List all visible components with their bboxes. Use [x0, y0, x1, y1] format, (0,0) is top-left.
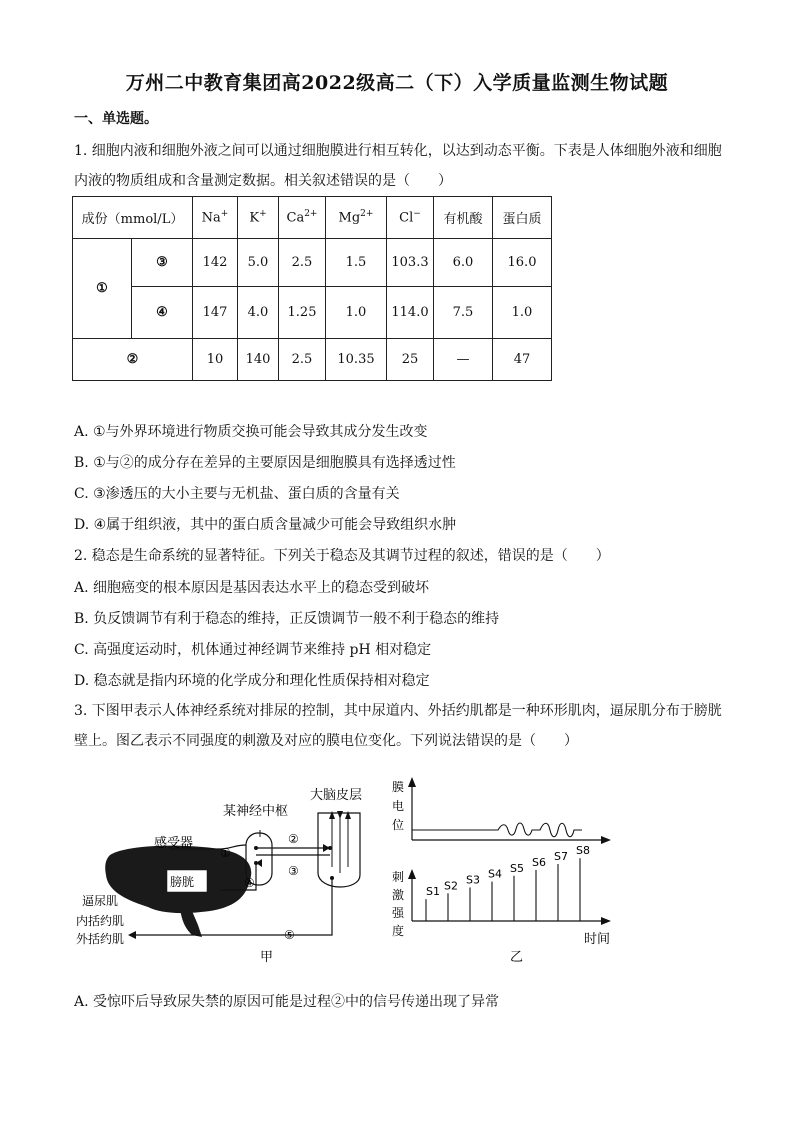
receptor-label: 感受器 [154, 836, 194, 851]
table-cell: 16.0 [493, 239, 552, 287]
stimulus-bar-label: S4 [488, 867, 502, 881]
potential-label-1: 膜 [392, 780, 405, 794]
table-cell: 103.3 [387, 239, 434, 287]
table-cell: 10.35 [326, 339, 387, 381]
row-label: ③ [132, 239, 193, 287]
col-header: $Mg^{2+}$ [326, 197, 387, 239]
cortex-label: 大脑皮层 [310, 788, 363, 803]
table-cell: 1.0 [326, 287, 387, 339]
col-header: Cl− [387, 197, 434, 239]
table-cell: 25 [387, 339, 434, 381]
page-title: 万州二中教育集团高2022级高二（下）入学质量监测生物试题 [125, 72, 669, 94]
stimulus-bar-label: S7 [554, 850, 568, 864]
table-cell: 1.5 [326, 239, 387, 287]
path-3-number: ③ [288, 864, 299, 878]
q3-figure [70, 775, 630, 970]
table-cell: — [434, 339, 493, 381]
q2-option-d: D. 稳态就是指内环境的化学成分和理化性质保持相对稳定 [74, 673, 430, 689]
detrusor-label: 逼尿肌 [82, 894, 119, 908]
path-1-number: ① [220, 846, 231, 860]
figure-jia [76, 787, 362, 965]
q1-option-d: D. ④属于组织液，其中的蛋白质含量减少可能会导致组织水肿 [74, 517, 457, 533]
time-axis-label: 时间 [584, 932, 611, 947]
center-label: 某神经中枢 [223, 804, 289, 819]
q1-option-b: B. ①与②的成分存在差异的主要原因是细胞膜具有选择透过性 [74, 455, 456, 471]
row-label: ② [73, 339, 193, 381]
bladder-label: 膀胱 [170, 875, 195, 889]
stimulus-bar-label: S1 [426, 885, 440, 899]
stimulus-label-4: 度 [392, 924, 405, 938]
col-header: $Ca^{2+}$ [279, 197, 326, 239]
row-label: ④ [132, 287, 193, 339]
stimulus-bars [426, 844, 590, 921]
table-header-label: 成份（mmol/L） [73, 197, 193, 239]
figure-yi-caption: 乙 [510, 950, 524, 965]
stimulus-label-2: 激 [392, 888, 405, 902]
table-cell: 4.0 [238, 287, 279, 339]
table-cell: 147 [193, 287, 238, 339]
q1-option-a: A. ①与外界环境进行物质交换可能会导致其成分发生改变 [74, 424, 428, 440]
table-row [73, 287, 552, 339]
table-header-row [73, 197, 552, 239]
stimulus-bar-label: S6 [532, 855, 546, 869]
stimulus-bar-label: S2 [444, 879, 458, 893]
q3-stem: 3. 下图甲表示人体神经系统对排尿的控制，其中尿道内、外括约肌都是一种环形肌肉，逼尿肌分布于膀胱壁上。图乙表示不同强度的刺激及对应的膜电位变化。下列说法错误的是（ ） [74, 703, 722, 749]
q2-option-c: C. 高强度运动时，机体通过神经调节来维持 pH 相对稳定 [74, 642, 432, 658]
stimulus-bar-label: S5 [510, 861, 524, 875]
internal-sphincter-label: 内括约肌 [76, 914, 125, 928]
q2-option-a: A. 细胞癌变的根本原因是基因表达水平上的稳态受到破坏 [74, 580, 430, 596]
path-5-number: ⑤ [284, 928, 295, 942]
path-4-number: ④ [244, 876, 255, 890]
table-cell: 47 [493, 339, 552, 381]
group-label: ① [73, 239, 132, 339]
col-header: 有机酸 [434, 197, 493, 239]
section-heading: 一、单选题。 [74, 111, 158, 127]
q2-option-b: B. 负反馈调节有利于稳态的维持，正反馈调节一般不利于稳态的维持 [74, 611, 500, 627]
potential-trace [412, 823, 582, 837]
col-header: 蛋白质 [493, 197, 552, 239]
urethra-shape [180, 909, 202, 937]
table-cell: 2.5 [279, 339, 326, 381]
q1-option-c: C. ③渗透压的大小主要与无机盐、蛋白质的含量有关 [74, 486, 400, 502]
table-cell: 114.0 [387, 287, 434, 339]
col-header: K+ [238, 197, 279, 239]
potential-label-3: 位 [392, 818, 405, 832]
q3-option-a: A. 受惊吓后导致尿失禁的原因可能是过程②中的信号传递出现了异常 [74, 994, 500, 1010]
figure-jia-caption: 甲 [260, 950, 274, 965]
col-header: Na+ [193, 197, 238, 239]
table-cell: 10 [193, 339, 238, 381]
potential-label-2: 电 [392, 799, 405, 813]
table-cell: 140 [238, 339, 279, 381]
table-cell: 1.0 [493, 287, 552, 339]
stimulus-label-3: 强 [392, 906, 405, 920]
path-2-number: ② [288, 832, 299, 846]
external-sphincter-label: 外括约肌 [76, 932, 125, 946]
table-cell: 7.5 [434, 287, 493, 339]
table-cell: 6.0 [434, 239, 493, 287]
stimulus-bar-label: S8 [576, 844, 590, 858]
table-cell: 1.25 [279, 287, 326, 339]
table-row [73, 339, 552, 381]
q1-stem: 1. 细胞内液和细胞外液之间可以通过细胞膜进行相互转化，以达到动态平衡。下表是人体细胞外液和细胞内液的物质组成和含量测定数据。相关叙述错误的是（ ） [74, 143, 722, 189]
table-row [73, 239, 552, 287]
q1-table [72, 196, 552, 381]
table-cell: 2.5 [279, 239, 326, 287]
table-cell: 5.0 [238, 239, 279, 287]
stimulus-label-1: 刺 [392, 870, 405, 884]
figure-yi [392, 777, 611, 965]
table-cell: 142 [193, 239, 238, 287]
stimulus-bar-label: S3 [466, 873, 480, 887]
q2-stem: 2. 稳态是生命系统的显著特征。下列关于稳态及其调节过程的叙述，错误的是（ ） [74, 548, 610, 564]
